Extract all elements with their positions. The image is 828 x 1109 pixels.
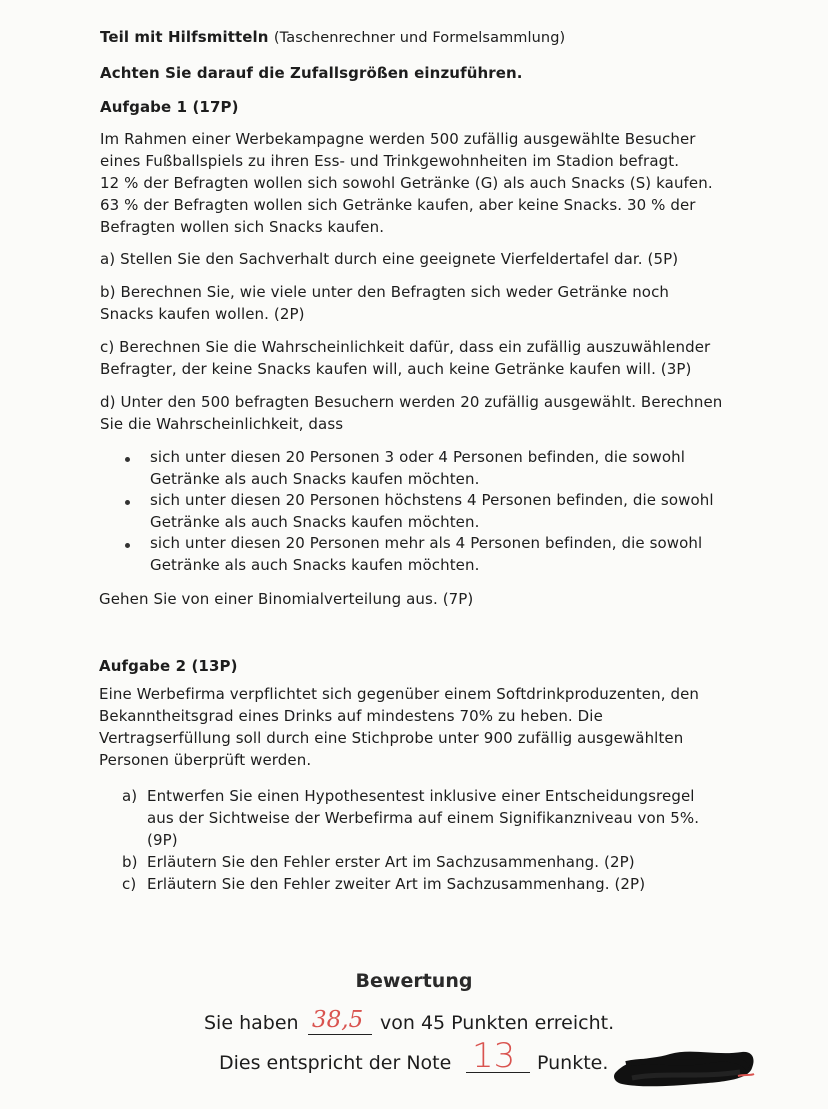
task1-intro-line: 63 % der Befragten wollen sich Getränke kaufen, aber keine Snacks. 30 % der bbox=[100, 196, 696, 214]
grading-line1-suffix: von 45 Punkten erreicht. bbox=[380, 1012, 615, 1034]
task1-part-b: b) Berechnen Sie, wie viele unter den Befragten sich weder Getränke noch bbox=[100, 283, 670, 301]
task1-bullet: sich unter diesen 20 Personen mehr als 4 Personen befinden, die sowohl bbox=[150, 534, 703, 552]
task1-part-a: a) Stellen Sie den Sachverhalt durch eine geeignete Vierfeldertafel dar. (5P) bbox=[100, 250, 679, 268]
instruction: Achten Sie darauf die Zufallsgrößen einzuführen. bbox=[100, 64, 523, 82]
section-header bbox=[100, 26, 565, 49]
task2-item-a: Entwerfen Sie einen Hypothesentest inklusive einer Entscheidungsregel bbox=[147, 787, 695, 805]
task2-intro-line: Bekanntheitsgrad eines Drinks auf mindestens 70% zu heben. Die bbox=[99, 707, 603, 725]
bullet-icon bbox=[125, 500, 130, 505]
task2-title: Aufgabe 2 (13P) bbox=[99, 657, 238, 675]
task2-item-a: (9P) bbox=[147, 831, 178, 849]
task1-part-d: Sie die Wahrscheinlichkeit, dass bbox=[100, 415, 344, 433]
task1-title: Aufgabe 1 (17P) bbox=[100, 98, 239, 116]
task1-intro-line: 12 % der Befragten wollen sich sowohl Getränke (G) als auch Snacks (S) kaufen. bbox=[100, 174, 713, 192]
points-achieved: 38,5 bbox=[312, 1007, 364, 1033]
task1-part-c: c) Berechnen Sie die Wahrscheinlichkeit dafür, dass ein zufällig auszuwählender bbox=[100, 338, 711, 356]
task1-bullet: Getränke als auch Snacks kaufen möchten. bbox=[150, 513, 480, 531]
grading-line2-suffix: Punkte. bbox=[537, 1052, 609, 1074]
task1-bullet: Getränke als auch Snacks kaufen möchten. bbox=[150, 556, 480, 574]
task1-intro-line: Befragten wollen sich Snacks kaufen. bbox=[100, 218, 385, 236]
task1-part-c: Befragter, der keine Snacks kaufen will, auch keine Getränke kaufen will. (3P) bbox=[100, 360, 692, 378]
section-title: Teil mit Hilfsmitteln bbox=[100, 28, 269, 46]
task2-intro-line: Vertragserfüllung soll durch eine Stichprobe unter 900 zufällig ausgewählten bbox=[99, 729, 684, 747]
task2-item-c: Erläutern Sie den Fehler zweiter Art im Sachzusammenhang. (2P) bbox=[147, 875, 646, 893]
task1-bullet: sich unter diesen 20 Personen höchstens 4 Personen befinden, die sowohl bbox=[150, 491, 714, 509]
task1-intro-line: eines Fußballspiels zu ihren Ess- und Trinkgewohnheiten im Stadion befragt. bbox=[100, 152, 680, 170]
task2-item-b: Erläutern Sie den Fehler erster Art im Sachzusammenhang. (2P) bbox=[147, 853, 635, 871]
bullet-icon bbox=[125, 457, 130, 462]
task1-intro-line: Im Rahmen einer Werbekampagne werden 500 zufällig ausgewählte Besucher bbox=[100, 130, 696, 148]
task1-bullet: sich unter diesen 20 Personen 3 oder 4 Personen befinden, die sowohl bbox=[150, 448, 686, 466]
section-subtitle: (Taschenrechner und Formelsammlung) bbox=[273, 30, 566, 46]
task1-bullet: Getränke als auch Snacks kaufen möchten. bbox=[150, 470, 480, 488]
task2-intro-line: Personen überprüft werden. bbox=[99, 751, 312, 769]
task1-note: Gehen Sie von einer Binomialverteilung aus. (7P) bbox=[99, 590, 474, 608]
redacted-signature bbox=[612, 1038, 760, 1094]
grade: 13 bbox=[472, 1036, 516, 1076]
task1-part-d: d) Unter den 500 befragten Besuchern werden 20 zufällig ausgewählt. Berechnen bbox=[100, 393, 723, 411]
task2-item-a: aus der Sichtweise der Werbefirma auf einem Signifikanzniveau von 5%. bbox=[147, 809, 700, 827]
task2-intro-line: Eine Werbefirma verpflichtet sich gegenüber einem Softdrinkproduzenten, den bbox=[99, 685, 700, 703]
bullet-icon bbox=[125, 543, 130, 548]
task2-item-label: a) bbox=[122, 787, 138, 805]
grading-title: Bewertung bbox=[355, 970, 473, 992]
grade-underline bbox=[466, 1072, 530, 1073]
task2-item-label: b) bbox=[122, 853, 138, 871]
grading-line1-prefix: Sie haben bbox=[204, 1012, 299, 1034]
points-underline bbox=[308, 1034, 372, 1035]
task1-part-b: Snacks kaufen wollen. (2P) bbox=[100, 305, 305, 323]
task2-item-label: c) bbox=[122, 875, 137, 893]
grading-line2-prefix: Dies entspricht der Note bbox=[219, 1052, 452, 1074]
